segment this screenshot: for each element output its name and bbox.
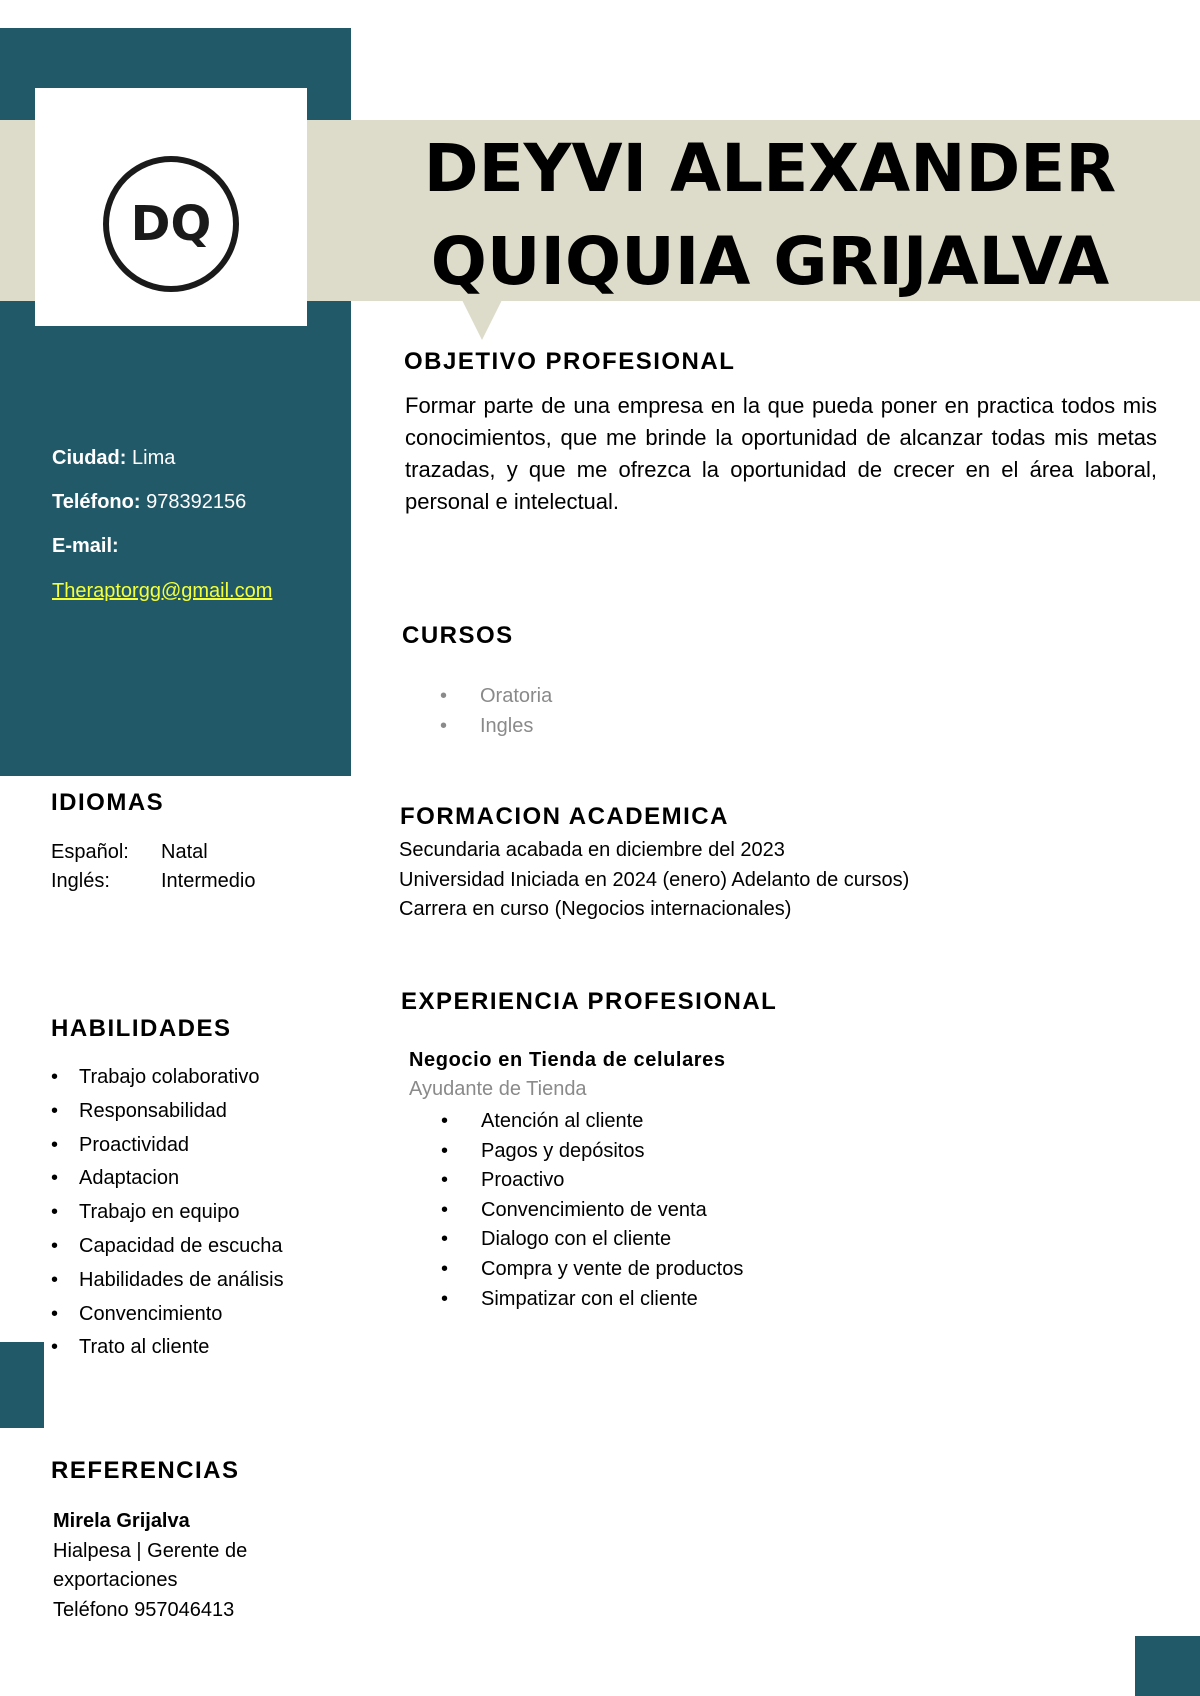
- contact-email-label: E-mail:: [52, 535, 119, 557]
- education-lines: [399, 836, 1159, 925]
- contact-city-label: Ciudad:: [52, 447, 127, 469]
- languages-table: [51, 838, 341, 896]
- list-item: • Proactividad: [51, 1129, 284, 1163]
- list-item: • Oratoria: [440, 681, 552, 711]
- reference-phone: Teléfono 957046413: [53, 1598, 235, 1621]
- page-title: [380, 122, 1160, 308]
- list-item: • Trato al cliente: [51, 1331, 284, 1365]
- list-item: • Pagos y depósitos: [441, 1137, 743, 1167]
- skills-list: [51, 1061, 284, 1365]
- education-line: Universidad Iniciada en 2024 (enero) Adelanto de cursos): [399, 868, 910, 891]
- language-row: [51, 867, 341, 896]
- list-item: • Simpatizar con el cliente: [441, 1285, 743, 1315]
- contact-phone-label: Teléfono:: [52, 491, 141, 513]
- decorative-block-bottom-right: [1135, 1636, 1200, 1696]
- education-heading: FORMACION ACADEMICA: [400, 803, 729, 830]
- references-heading: REFERENCIAS: [51, 1457, 240, 1484]
- education-line: Carrera en curso (Negocios internacionales): [399, 898, 792, 920]
- logo-box: [35, 88, 307, 326]
- experience-company: Negocio en Tienda de celulares: [409, 1049, 726, 1071]
- contact-phone: [52, 480, 342, 524]
- reference-entry: [53, 1507, 343, 1625]
- contact-city-value: Lima: [132, 447, 176, 469]
- list-item: • Capacidad de escucha: [51, 1230, 284, 1264]
- list-item: • Atención al cliente: [441, 1107, 743, 1137]
- experience-list: [441, 1107, 743, 1314]
- languages-heading: IDIOMAS: [51, 789, 165, 816]
- language-name: Español:: [51, 841, 129, 863]
- courses-heading: CURSOS: [402, 622, 514, 649]
- list-item: • Convencimiento de venta: [441, 1196, 743, 1226]
- reference-company-line1: Hialpesa | Gerente de: [53, 1539, 248, 1562]
- list-item: • Adaptacion: [51, 1162, 284, 1196]
- decorative-block-left: [0, 1342, 44, 1428]
- list-item: • Trabajo en equipo: [51, 1196, 284, 1230]
- list-item: • Dialogo con el cliente: [441, 1225, 743, 1255]
- experience-heading: EXPERIENCIA PROFESIONAL: [401, 988, 778, 1015]
- objective-heading: OBJETIVO PROFESIONAL: [404, 348, 736, 375]
- list-item: • Ingles: [440, 711, 552, 741]
- list-item: • Compra y vente de productos: [441, 1255, 743, 1285]
- language-row: [51, 838, 341, 867]
- reference-name: Mirela Grijalva: [53, 1510, 190, 1532]
- experience-role: Ayudante de Tienda: [409, 1078, 587, 1100]
- language-name: Inglés:: [51, 870, 110, 892]
- name-line-2: QUIQUIA GRIJALVA: [430, 223, 1110, 300]
- contact-email-row: [52, 569, 342, 613]
- logo-initials: DQ: [130, 196, 212, 252]
- contact-city: [52, 436, 342, 480]
- email-link[interactable]: Theraptorgg@gmail.com: [52, 580, 273, 602]
- logo-monogram: [101, 154, 241, 294]
- list-item: • Responsabilidad: [51, 1095, 284, 1129]
- education-line: Secundaria acabada en diciembre del 2023: [399, 839, 785, 861]
- list-item: • Trabajo colaborativo: [51, 1061, 284, 1095]
- objective-text: Formar parte de una empresa en la que pueda poner en practica todos mis conocimientos, que me brinde la oportunidad de alcanzar todas mis metas trazadas, y que me ofrezca la oportunidad de crecer en el área laboral, personal e intelectual.: [405, 393, 1157, 514]
- skills-heading: HABILIDADES: [51, 1015, 232, 1042]
- list-item: • Convencimiento: [51, 1298, 284, 1332]
- name-line-1: DEYVI ALEXANDER: [423, 130, 1117, 207]
- contact-phone-value: 978392156: [146, 491, 247, 513]
- list-item: • Proactivo: [441, 1166, 743, 1196]
- language-level: Natal: [161, 841, 208, 863]
- contact-email: [52, 524, 342, 568]
- reference-company-line2: exportaciones: [53, 1569, 178, 1591]
- language-level: Intermedio: [161, 870, 256, 892]
- courses-list: [440, 681, 552, 741]
- list-item: • Habilidades de análisis: [51, 1264, 284, 1298]
